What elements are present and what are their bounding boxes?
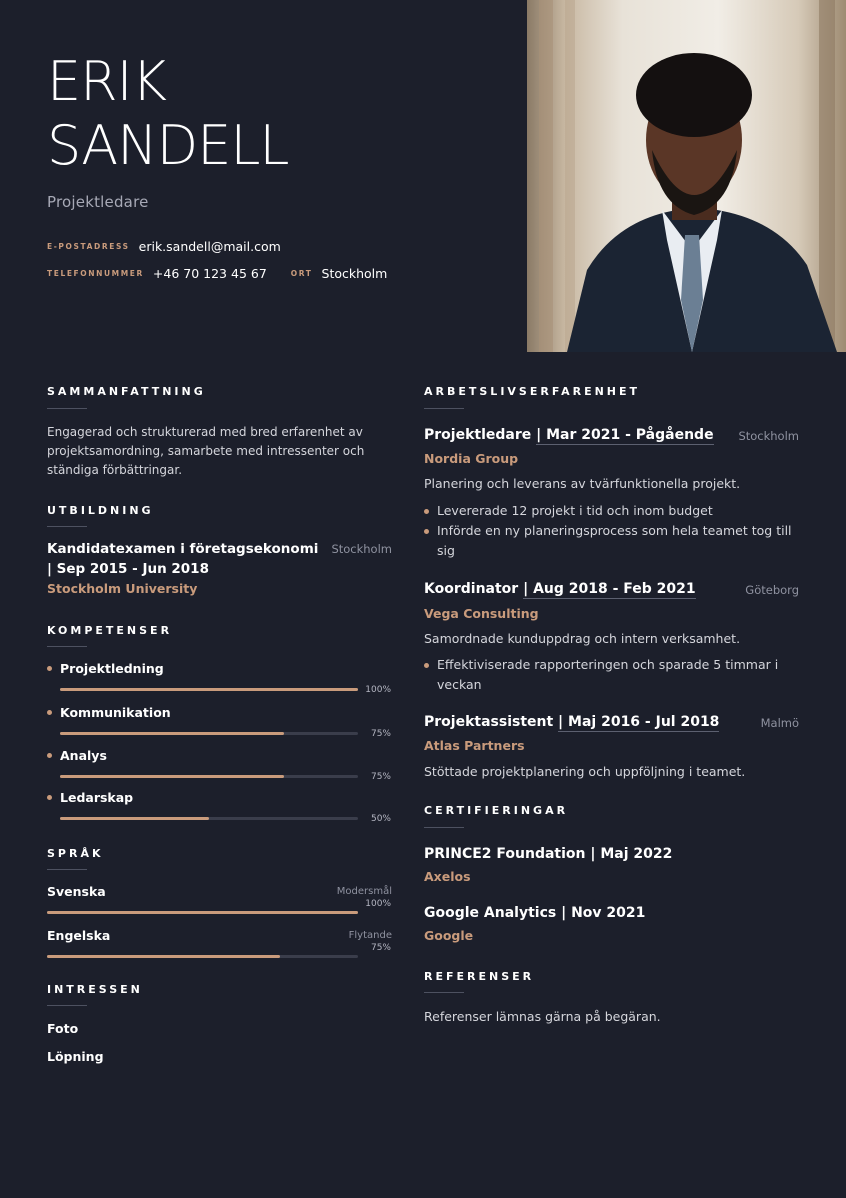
- job-location: Malmö: [760, 716, 799, 730]
- job-title: Projektledare: [47, 193, 149, 211]
- first-name: ERIK: [47, 50, 166, 113]
- skill-name: Ledarskap: [60, 790, 134, 805]
- contact-phone-row: [47, 266, 387, 281]
- skill-name: Projektledning: [60, 661, 164, 676]
- language-bar-fill: [47, 955, 280, 958]
- job-company: Atlas Partners: [424, 738, 525, 753]
- profile-photo: [527, 0, 846, 352]
- skill-name: Kommunikation: [60, 705, 171, 720]
- language-percent: 75%: [370, 943, 391, 953]
- job-company: Nordia Group: [424, 451, 519, 466]
- degree-title: Kandidatexamen i företagsekonomi | Sep 2015 - Jun 2018: [47, 541, 319, 577]
- job-title-3: [424, 714, 719, 730]
- job-period: | Mar 2021 - Pågående: [536, 427, 714, 443]
- skill-bar-fill: [60, 732, 284, 735]
- skill-name: Analys: [60, 748, 107, 763]
- phone-value: +46 70 123 45 67: [152, 266, 267, 281]
- job-bullet: Införde en ny planeringsprocess som hela teamet tog till sig: [424, 521, 799, 561]
- contact-email-row: [47, 239, 281, 254]
- skill-item: [47, 748, 107, 763]
- skill-percent: 100%: [365, 685, 391, 695]
- skill-percent: 75%: [370, 729, 391, 739]
- cert-issuer: Axelos: [424, 869, 471, 884]
- job-description: Planering och leverans av tvärfunktionella projekt.: [424, 476, 741, 491]
- certifications-rule: [424, 827, 464, 828]
- skill-item: [47, 790, 133, 805]
- job-bullets: [424, 501, 799, 561]
- language-level: Flytande: [348, 930, 392, 941]
- job-bullet: Levererade 12 projekt i tid och inom budget: [424, 501, 799, 521]
- candidate-name: [47, 50, 288, 178]
- skill-bar: [60, 688, 358, 691]
- skill-bar-fill: [60, 688, 358, 691]
- skill-bar: [60, 732, 358, 735]
- summary-heading: SAMMANFATTNING: [47, 385, 206, 398]
- references-heading: REFERENSER: [424, 970, 535, 983]
- language-bar: [47, 955, 358, 958]
- skill-percent: 75%: [370, 772, 391, 782]
- bullet-icon: [47, 753, 52, 758]
- cert-title: PRINCE2 Foundation | Maj 2022: [424, 846, 673, 862]
- interests-heading: INTRESSEN: [47, 983, 143, 996]
- language-name: Engelska: [47, 928, 111, 943]
- languages-rule: [47, 869, 87, 870]
- summary-rule: [47, 408, 87, 409]
- bullet-icon: [47, 710, 52, 715]
- skill-bar-fill: [60, 775, 284, 778]
- school-name: Stockholm University: [47, 581, 198, 596]
- skill-item: [47, 705, 171, 720]
- references-rule: [424, 992, 464, 993]
- last-name: SANDELL: [47, 114, 289, 177]
- bullet-icon: [47, 795, 52, 800]
- skill-bar-fill: [60, 817, 209, 820]
- cert-title: Google Analytics | Nov 2021: [424, 905, 646, 921]
- skills-heading: KOMPETENSER: [47, 624, 173, 637]
- job-location: Göteborg: [745, 583, 799, 597]
- interests-rule: [47, 1005, 87, 1006]
- language-name: Svenska: [47, 884, 106, 899]
- email-label: E-POSTADRESS: [47, 242, 130, 251]
- skill-item: [47, 661, 164, 676]
- experience-rule: [424, 408, 464, 409]
- education-rule: [47, 526, 87, 527]
- references-text: Referenser lämnas gärna på begäran.: [424, 1009, 661, 1024]
- job-company: Vega Consulting: [424, 606, 539, 621]
- language-bar: [47, 911, 358, 914]
- summary-text: Engagerad och strukturerad med bred erfarenhet av projektsamordning, samarbete med intressenter och ständiga förbättringar.: [47, 425, 365, 477]
- education-heading: UTBILDNING: [47, 504, 154, 517]
- city-label: ORT: [290, 269, 313, 278]
- job-description: Stöttade projektplanering och uppföljning i teamet.: [424, 764, 746, 779]
- job-period: | Aug 2018 - Feb 2021: [523, 581, 696, 597]
- job-title-1: [424, 427, 714, 443]
- skill-bar: [60, 817, 358, 820]
- bullet-icon: [47, 666, 52, 671]
- job-period: | Maj 2016 - Jul 2018: [558, 714, 720, 730]
- skill-bar: [60, 775, 358, 778]
- job-location: Stockholm: [738, 429, 799, 443]
- language-percent: 100%: [365, 899, 391, 909]
- cert-issuer: Google: [424, 928, 474, 943]
- email-value: erik.sandell@mail.com: [138, 239, 281, 254]
- certifications-heading: CERTIFIERINGAR: [424, 804, 569, 817]
- phone-label: TELEFONNUMMER: [47, 269, 144, 278]
- job-bullets: [424, 655, 799, 695]
- job-description: Samordnade kunduppdrag och intern verksamhet.: [424, 631, 741, 646]
- job-title-2: [424, 581, 696, 597]
- skills-rule: [47, 646, 87, 647]
- job-role: Projektassistent: [424, 714, 554, 730]
- interest-item: Foto: [47, 1021, 79, 1036]
- job-role: Koordinator: [424, 581, 519, 597]
- interest-item: Löpning: [47, 1049, 104, 1064]
- language-bar-fill: [47, 911, 358, 914]
- job-role: Projektledare: [424, 427, 532, 443]
- languages-heading: SPRÅK: [47, 847, 104, 860]
- job-bullet: Effektiviserade rapporteringen och sparade 5 timmar i veckan: [424, 655, 799, 695]
- education-location: Stockholm: [331, 542, 392, 556]
- city-value: Stockholm: [321, 266, 388, 281]
- skill-percent: 50%: [370, 814, 391, 824]
- language-level: Modersmål: [336, 886, 392, 897]
- experience-heading: ARBETSLIVSERFARENHET: [424, 385, 641, 398]
